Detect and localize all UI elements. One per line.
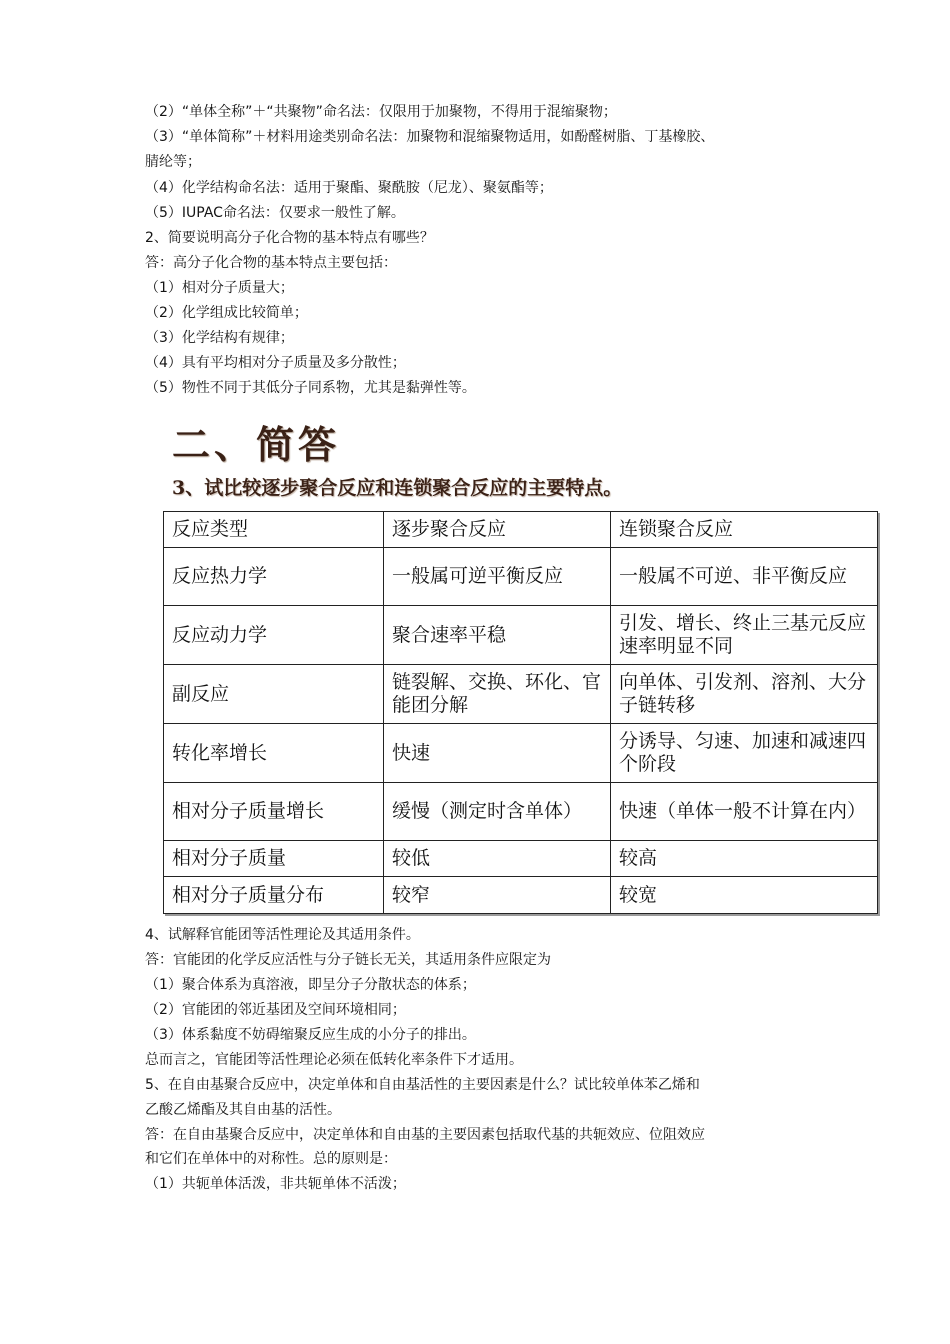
text-line: （1）共轭单体活泼，非共轭单体不活泼； [145,1176,406,1192]
table-row [164,783,878,841]
header-cell: 逐步聚合反应 [384,512,611,548]
table-cell: 向单体、引发剂、溶剂、大分子链转移 [611,665,878,724]
text-line: （4）具有平均相对分子质量及多分散性； [145,355,406,371]
table-cell: 相对分子质量分布 [164,877,384,914]
table-row [164,724,878,783]
table-cell: 快速 [384,724,611,783]
text-line: （2）官能团的邻近基团及空间环境相同； [145,1002,406,1018]
text-line: （5）物性不同于其低分子同系物，尤其是黏弹性等。 [145,380,476,396]
question-3-heading: 3、试比较逐步聚合反应和连锁聚合反应的主要特点。 [172,477,623,499]
table-row [164,841,878,877]
table-cell: 反应动力学 [164,606,384,665]
text-line: （2）化学组成比较简单； [145,305,308,321]
table-header-row [164,512,878,548]
table-cell: 较窄 [384,877,611,914]
table-cell: 较宽 [611,877,878,914]
table-cell: 聚合速率平稳 [384,606,611,665]
table-cell: 相对分子质量增长 [164,783,384,841]
answer-2: 答：高分子化合物的基本特点主要包括： [145,255,397,271]
text-line: （1）聚合体系为真溶液，即呈分子分散状态的体系； [145,977,476,993]
table-cell: 链裂解、交换、环化、官能团分解 [384,665,611,724]
table-row [164,665,878,724]
table-cell: 分诱导、匀速、加速和减速四个阶段 [611,724,878,783]
header-cell: 连锁聚合反应 [611,512,878,548]
text-line: （1）相对分子质量大； [145,280,294,296]
section-title: 二、简答 [172,422,341,467]
table-cell: 一般属不可逆、非平衡反应 [611,548,878,606]
text-line: 乙酸乙烯酯及其自由基的活性。 [145,1102,341,1118]
text-line: （3）化学结构有规律； [145,330,294,346]
text-line: （3）“单体简称”＋材料用途类别命名法：加聚物和混缩聚物适用，如酚醛树脂、丁基橡胶、 [145,129,715,145]
text-line: （4）化学结构命名法：适用于聚酯、聚酰胺（尼龙）、聚氨酯等； [145,180,553,196]
table-cell: 反应热力学 [164,548,384,606]
text-line: （3）体系黏度不妨碍缩聚反应生成的小分子的排出。 [145,1027,476,1043]
text-line: 腈纶等； [145,154,201,170]
table-row [164,877,878,914]
answer-5: 答：在自由基聚合反应中，决定单体和自由基的主要因素包括取代基的共轭效应、位阻效应 [145,1127,705,1143]
table-cell: 较低 [384,841,611,877]
table-cell: 转化率增长 [164,724,384,783]
table-cell: 引发、增长、终止三基元反应速率明显不同 [611,606,878,665]
table-cell: 快速（单体一般不计算在内） [611,783,878,841]
text-line: （5）IUPAC命名法：仅要求一般性了解。 [145,205,405,221]
text-line: 和它们在单体中的对称性。总的原则是： [145,1151,397,1167]
question-5: 5、在自由基聚合反应中，决定单体和自由基活性的主要因素是什么？试比较单体苯乙烯和 [145,1077,700,1093]
text-line: （2）“单体全称”＋“共聚物”命名法：仅限用于加聚物，不得用于混缩聚物； [145,104,617,120]
text-line: 总而言之，官能团等活性理论必须在低转化率条件下才适用。 [145,1052,523,1068]
table-row [164,606,878,665]
table-cell: 副反应 [164,665,384,724]
table-cell: 相对分子质量 [164,841,384,877]
comparison-table [163,511,878,914]
table-cell: 一般属可逆平衡反应 [384,548,611,606]
answer-4: 答：官能团的化学反应活性与分子链长无关，其适用条件应限定为 [145,952,551,968]
header-cell: 反应类型 [164,512,384,548]
question-4: 4、试解释官能团等活性理论及其适用条件。 [145,927,420,943]
table-cell: 较高 [611,841,878,877]
question-2: 2、简要说明高分子化合物的基本特点有哪些？ [145,230,434,246]
table-cell: 缓慢（测定时含单体） [384,783,611,841]
table-row [164,548,878,606]
